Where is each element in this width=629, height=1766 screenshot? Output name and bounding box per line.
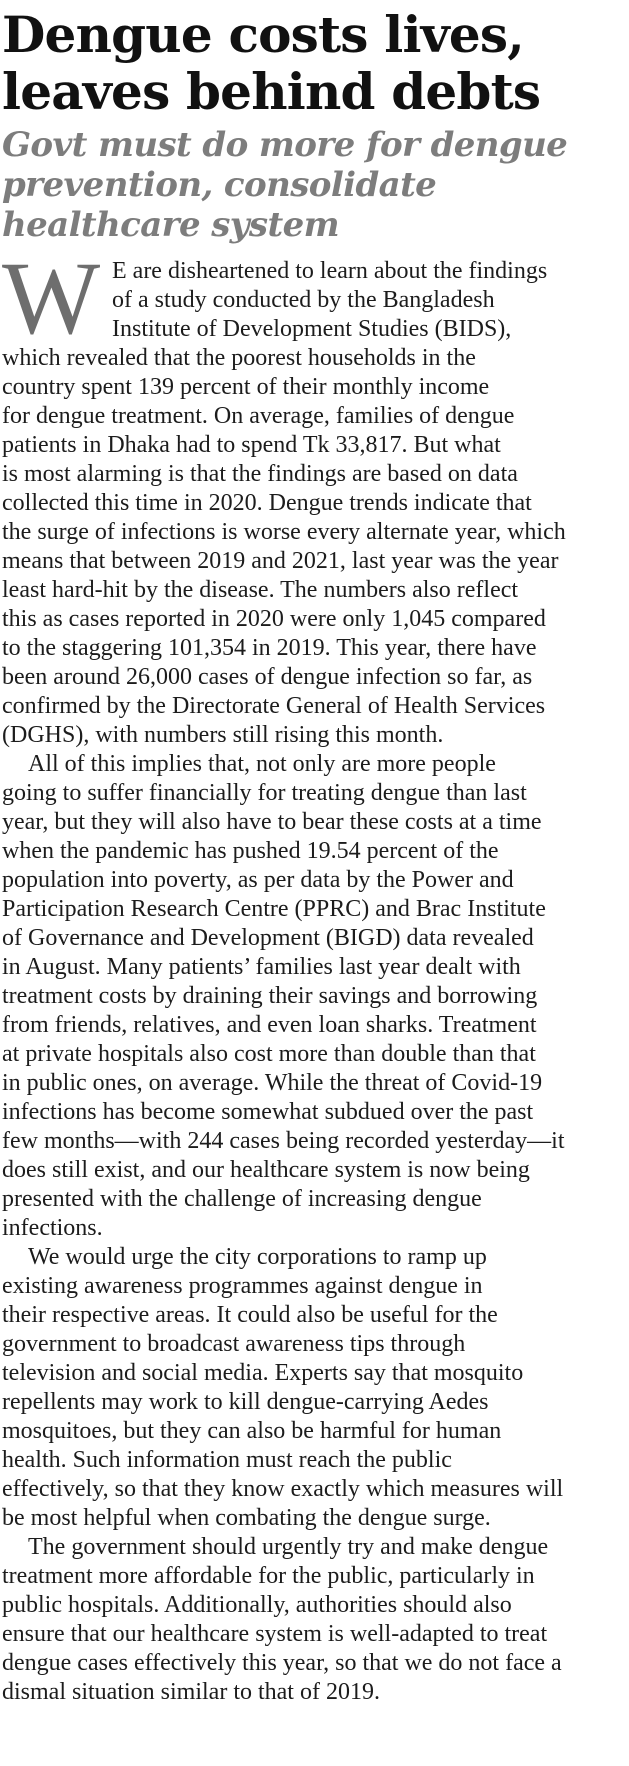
- text-line: at private hospitals also cost more than double than that: [2, 1041, 536, 1067]
- text-line: repellents may work to kill dengue-carrying Aedes: [2, 1389, 489, 1415]
- text-line: patients in Dhaka had to spend Tk 33,817. But what: [2, 432, 501, 458]
- text-line: of a study conducted by the Bangladesh: [112, 287, 495, 313]
- drop-cap: W: [2, 241, 101, 356]
- text-line: going to suffer financially for treating dengue than last: [2, 780, 527, 806]
- text-line: is most alarming is that the findings are based on data: [2, 461, 518, 487]
- headline-line: leaves behind debts: [2, 62, 541, 121]
- text-line: presented with the challenge of increasing dengue: [2, 1186, 482, 1212]
- text-line: means that between 2019 and 2021, last year was the year: [2, 548, 559, 574]
- text-line: infections.: [2, 1215, 103, 1241]
- text-line: which revealed that the poorest households in the: [2, 345, 476, 371]
- text-line: country spent 139 percent of their monthly income: [2, 374, 490, 400]
- text-line: television and social media. Experts say that mosquito: [2, 1360, 524, 1386]
- text-line: treatment costs by draining their savings and borrowing: [2, 983, 538, 1009]
- article-body: [2, 241, 624, 1707]
- text-line: least hard-hit by the disease. The numbers also reflect: [2, 577, 519, 603]
- subheadline: [2, 125, 624, 245]
- text-line: for dengue treatment. On average, families of dengue: [2, 403, 515, 429]
- text-line: population into poverty, as per data by the Power and: [2, 867, 514, 893]
- text-line: this as cases reported in 2020 were only 1,045 compared: [2, 606, 546, 632]
- text-line: health. Such information must reach the public: [2, 1447, 452, 1473]
- text-line: government to broadcast awareness tips through: [2, 1331, 466, 1357]
- text-line: been around 26,000 cases of dengue infection so far, as: [2, 664, 533, 690]
- text-line: mosquitoes, but they can also be harmful for human: [2, 1418, 502, 1444]
- text-line: (DGHS), with numbers still rising this month.: [2, 722, 444, 748]
- text-line: confirmed by the Directorate General of Health Services: [2, 693, 546, 719]
- subheadline-line: Govt must do more for dengue: [2, 125, 568, 165]
- text-line: All of this implies that, not only are more people: [28, 751, 496, 777]
- text-line: public hospitals. Additionally, authorities should also: [2, 1592, 512, 1618]
- paragraph-4: [2, 1533, 624, 1707]
- text-line: their respective areas. It could also be useful for the: [2, 1302, 498, 1328]
- paragraph-1: [2, 241, 624, 750]
- text-line: ensure that our healthcare system is well-adapted to treat: [2, 1621, 548, 1647]
- paragraph-3: [2, 1243, 624, 1533]
- text-line: The government should urgently try and make dengue: [28, 1534, 549, 1560]
- text-line: few months—with 244 cases being recorded yesterday—it: [2, 1128, 565, 1154]
- text-line: the surge of infections is worse every alternate year, which: [2, 519, 566, 545]
- text-line: Institute of Development Studies (BIDS),: [112, 316, 512, 342]
- text-line: in August. Many patients’ families last year dealt with: [2, 954, 521, 980]
- text-line: does still exist, and our healthcare system is now being: [2, 1157, 530, 1183]
- text-line: to the staggering 101,354 in 2019. This year, there have: [2, 635, 537, 661]
- paragraph-2: [2, 750, 624, 1243]
- text-line: year, but they will also have to bear these costs at a time: [2, 809, 542, 835]
- text-line: in public ones, on average. While the threat of Covid-19: [2, 1070, 543, 1096]
- text-line: existing awareness programmes against dengue in: [2, 1273, 483, 1299]
- subheadline-line: healthcare system: [2, 205, 339, 245]
- headline: [2, 6, 624, 120]
- headline-line: Dengue costs lives,: [2, 5, 524, 64]
- text-line: when the pandemic has pushed 19.54 percent of the: [2, 838, 499, 864]
- text-line: E are disheartened to learn about the findings: [112, 258, 548, 284]
- subheadline-line: prevention, consolidate: [2, 165, 437, 205]
- text-line: dengue cases effectively this year, so that we do not face a: [2, 1650, 562, 1676]
- text-line: be most helpful when combating the dengue surge.: [2, 1505, 491, 1531]
- text-line: collected this time in 2020. Dengue trends indicate that: [2, 490, 532, 516]
- text-line: Participation Research Centre (PPRC) and Brac Institute: [2, 896, 546, 922]
- text-line: treatment more affordable for the public, particularly in: [2, 1563, 535, 1589]
- text-line: dismal situation similar to that of 2019.: [2, 1679, 380, 1705]
- text-line: from friends, relatives, and even loan sharks. Treatment: [2, 1012, 537, 1038]
- text-line: infections has become somewhat subdued over the past: [2, 1099, 534, 1125]
- editorial-article: [2, 0, 624, 1707]
- text-line: effectively, so that they know exactly which measures will: [2, 1476, 564, 1502]
- text-line: of Governance and Development (BIGD) data revealed: [2, 925, 534, 951]
- text-line: We would urge the city corporations to ramp up: [28, 1244, 487, 1270]
